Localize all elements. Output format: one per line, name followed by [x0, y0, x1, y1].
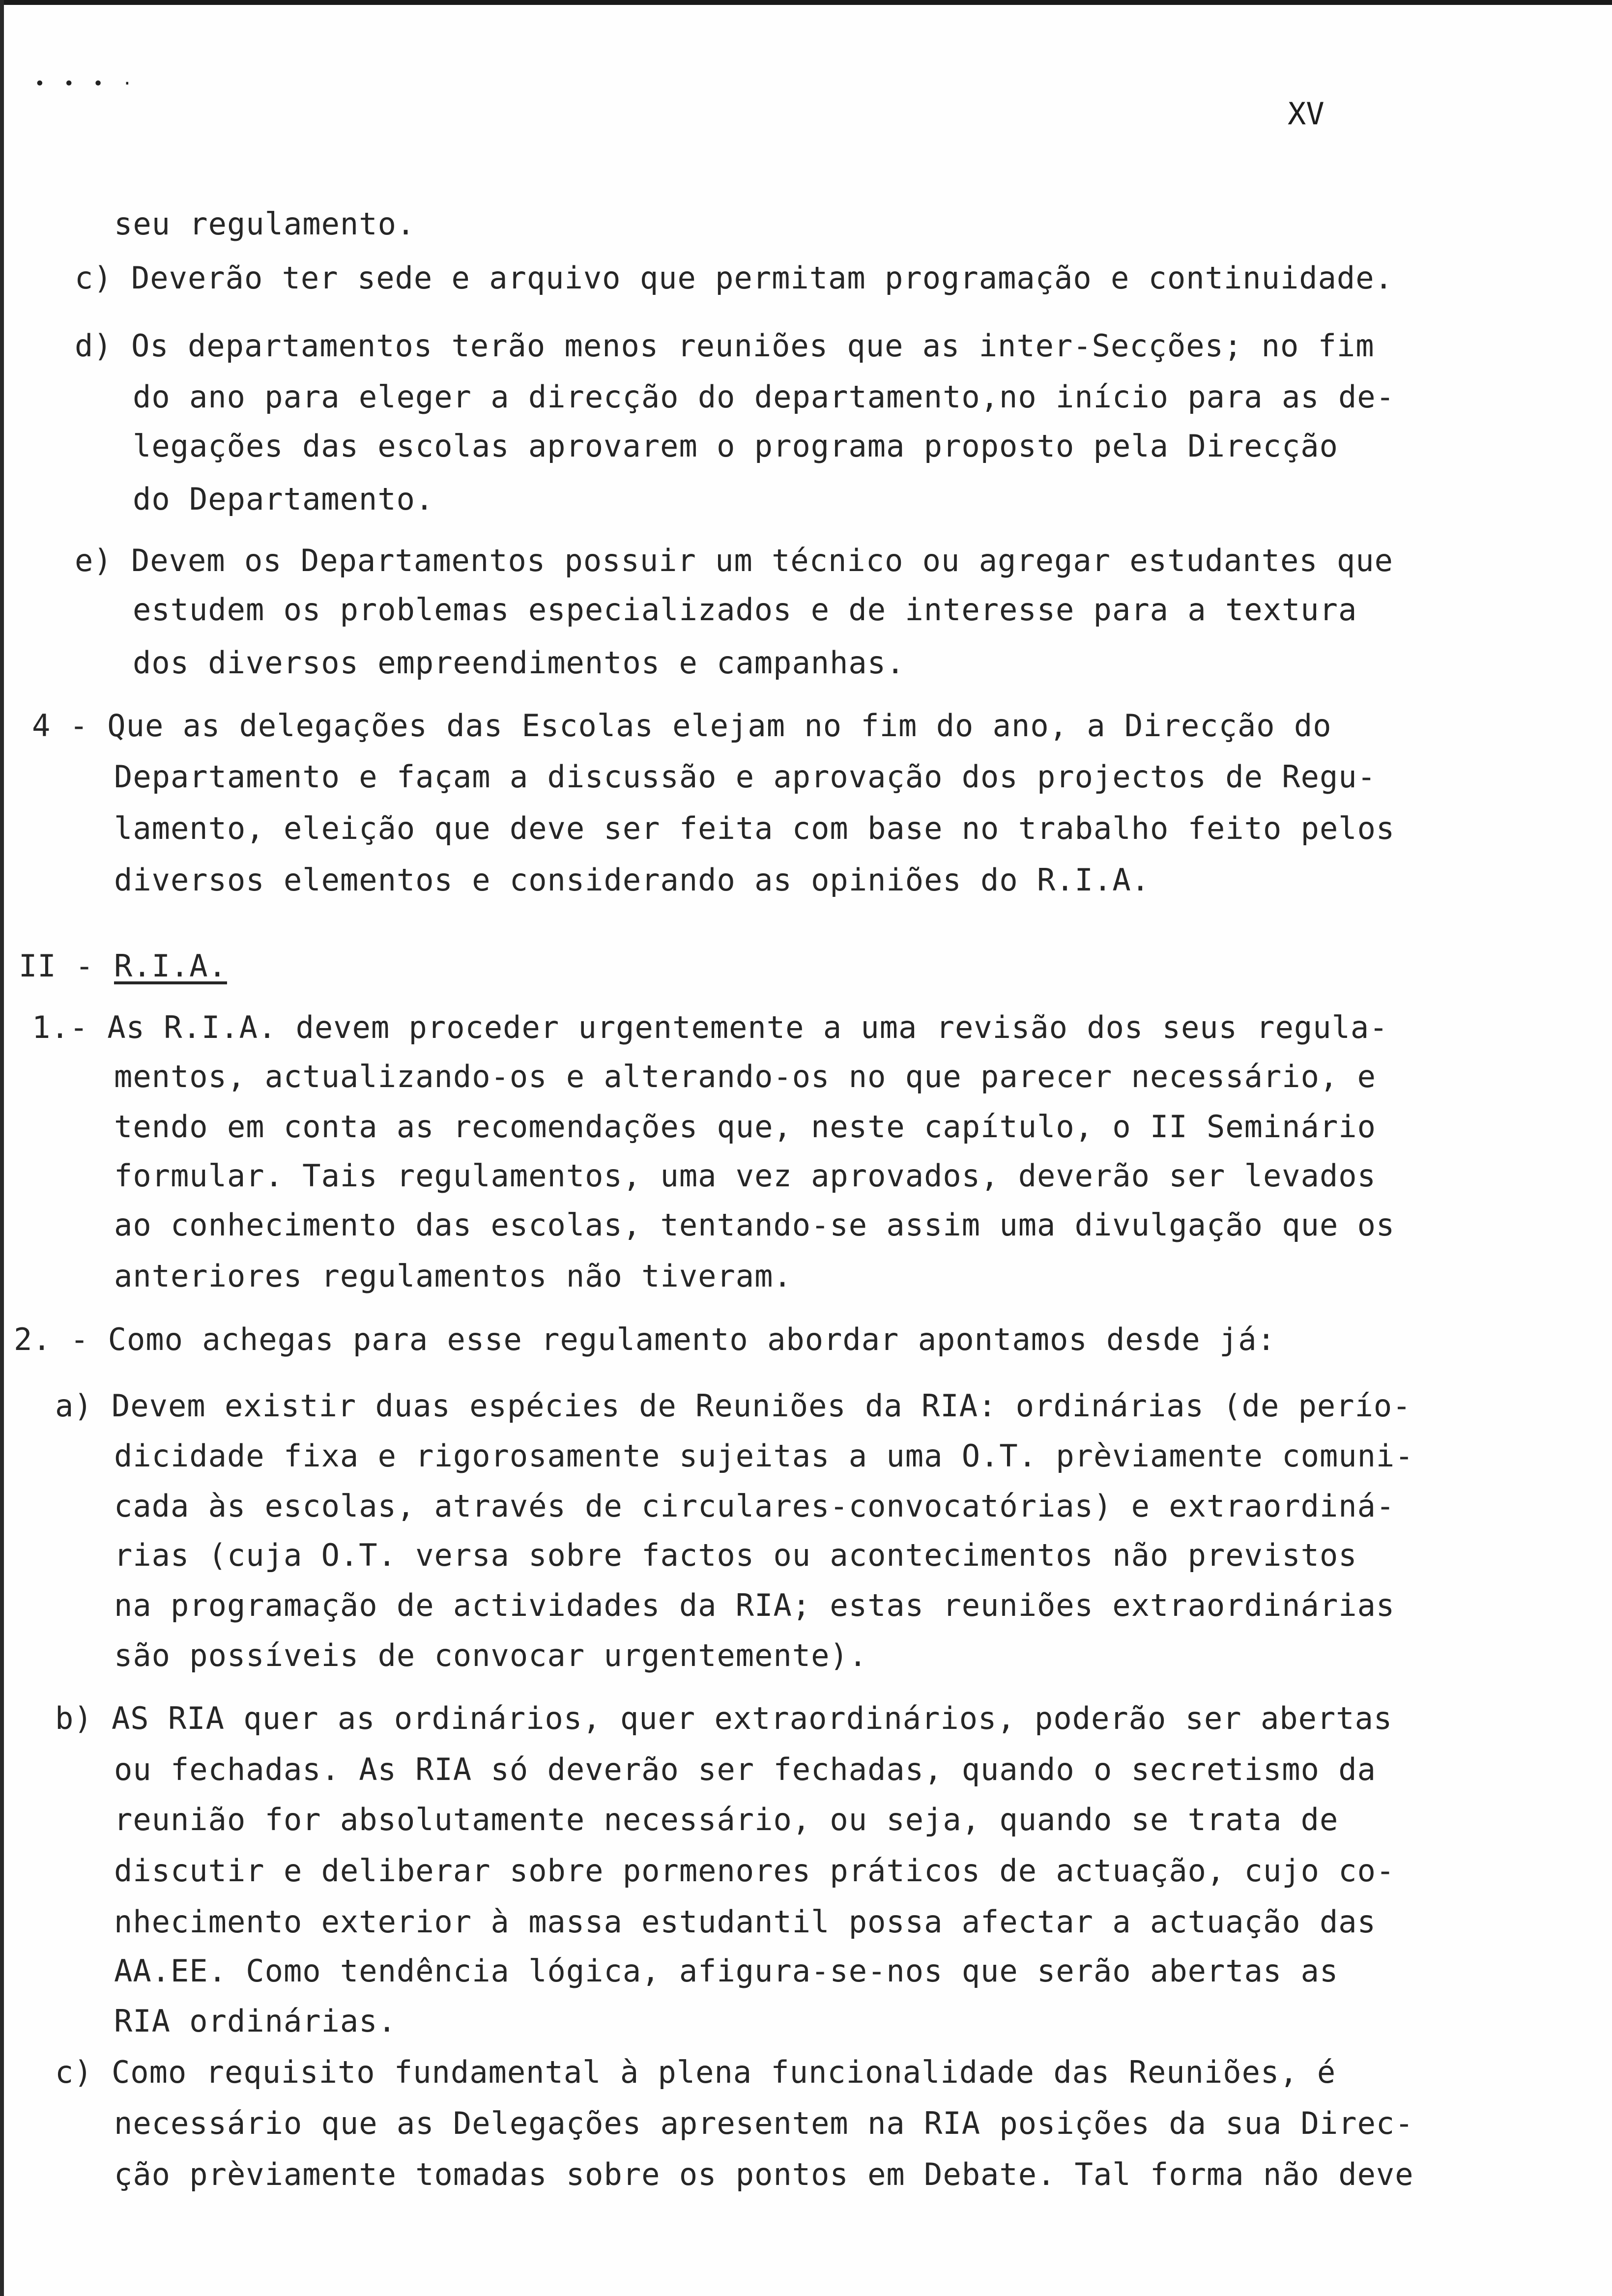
text-line: rias (cuja O.T. versa sobre factos ou acontecimentos não previstos [114, 1537, 1357, 1573]
text-line: ao conhecimento das escolas, tentando-se assim uma divulgação que os [114, 1207, 1395, 1243]
text-line: dicidade fixa e rigorosamente sujeitas a uma O.T. prèviamente comuni- [114, 1438, 1414, 1474]
text-line: do ano para eleger a direcção do departamento,no início para as de- [133, 379, 1395, 415]
text-line: são possíveis de convocar urgentemente). [114, 1637, 868, 1673]
text-line: estudem os problemas especializados e de interesse para a textura [133, 592, 1357, 628]
text-line: mentos, actualizando-os e alterando-os no que parecer necessário, e [114, 1059, 1376, 1094]
text-line: a) Devem existir duas espécies de Reuniões da RIA: ordinárias (de perío- [55, 1388, 1411, 1424]
text-line: 2. - Como achegas para esse regulamento abordar apontamos desde já: [14, 1321, 1276, 1357]
text-line: discutir e deliberar sobre pormenores práticos de actuação, cujo co- [114, 1853, 1395, 1889]
text-line: anteriores regulamentos não tiveram. [114, 1258, 792, 1294]
text-line: nhecimento exterior à massa estudantil possa afectar a actuação das [114, 1904, 1376, 1940]
text-line: do Departamento. [133, 481, 434, 517]
text-line: e) Devem os Departamentos possuir um técnico ou agregar estudantes que [75, 543, 1393, 578]
page-number: XV [1288, 96, 1324, 132]
page-marks: • • • · [34, 74, 137, 94]
text-line: 4 - Que as delegações das Escolas elejam no fim do ano, a Direcção do [32, 708, 1332, 744]
text-line: seu regulamento. [114, 206, 416, 242]
text-line: d) Os departamentos terão menos reuniões que as inter-Secções; no fim [75, 328, 1375, 364]
text-line: ção prèviamente tomadas sobre os pontos em Debate. Tal forma não deve [114, 2156, 1414, 2192]
text-line: Departamento e façam a discussão e aprovação dos projectos de Regu- [114, 759, 1376, 795]
text-line: c) Deverão ter sede e arquivo que permitam programação e continuidade. [75, 260, 1393, 296]
scan-edge-top [0, 0, 1612, 5]
section-heading-title: R.I.A. [114, 948, 227, 984]
text-line: lamento, eleição que deve ser feita com base no trabalho feito pelos [114, 810, 1395, 846]
text-line: formular. Tais regulamentos, uma vez aprovados, deverão ser levados [114, 1158, 1376, 1194]
text-line: AA.EE. Como tendência lógica, afigura-se-nos que serão abertas as [114, 1953, 1339, 1989]
text-line: RIA ordinárias. [114, 2003, 397, 2039]
text-line: b) AS RIA quer as ordinários, quer extraordinários, poderão ser abertas [55, 1700, 1393, 1736]
text-line: 1.- As R.I.A. devem proceder urgentemente a uma revisão dos seus regula- [32, 1009, 1388, 1045]
text-line: c) Como requisito fundamental à plena funcionalidade das Reuniões, é [55, 2054, 1336, 2090]
scan-edge-left [0, 0, 4, 2296]
text-line: cada às escolas, através de circulares-convocatórias) e extraordiná- [114, 1488, 1395, 1524]
text-line: necessário que as Delegações apresentem na RIA posições da sua Direc- [114, 2105, 1414, 2141]
text-line: na programação de actividades da RIA; estas reuniões extraordinárias [114, 1587, 1395, 1623]
text-line: dos diversos empreendimentos e campanhas. [133, 645, 905, 681]
text-line: reunião for absolutamente necessário, ou seja, quando se trata de [114, 1802, 1339, 1837]
text-line: tendo em conta as recomendações que, neste capítulo, o II Seminário [114, 1109, 1376, 1145]
text-line: ou fechadas. As RIA só deverão ser fechadas, quando o secretismo da [114, 1751, 1376, 1787]
section-heading-number: II - [19, 948, 113, 984]
text-line: legações das escolas aprovarem o programa proposto pela Direcção [133, 428, 1338, 464]
text-line: diversos elementos e considerando as opiniões do R.I.A. [114, 862, 1150, 898]
